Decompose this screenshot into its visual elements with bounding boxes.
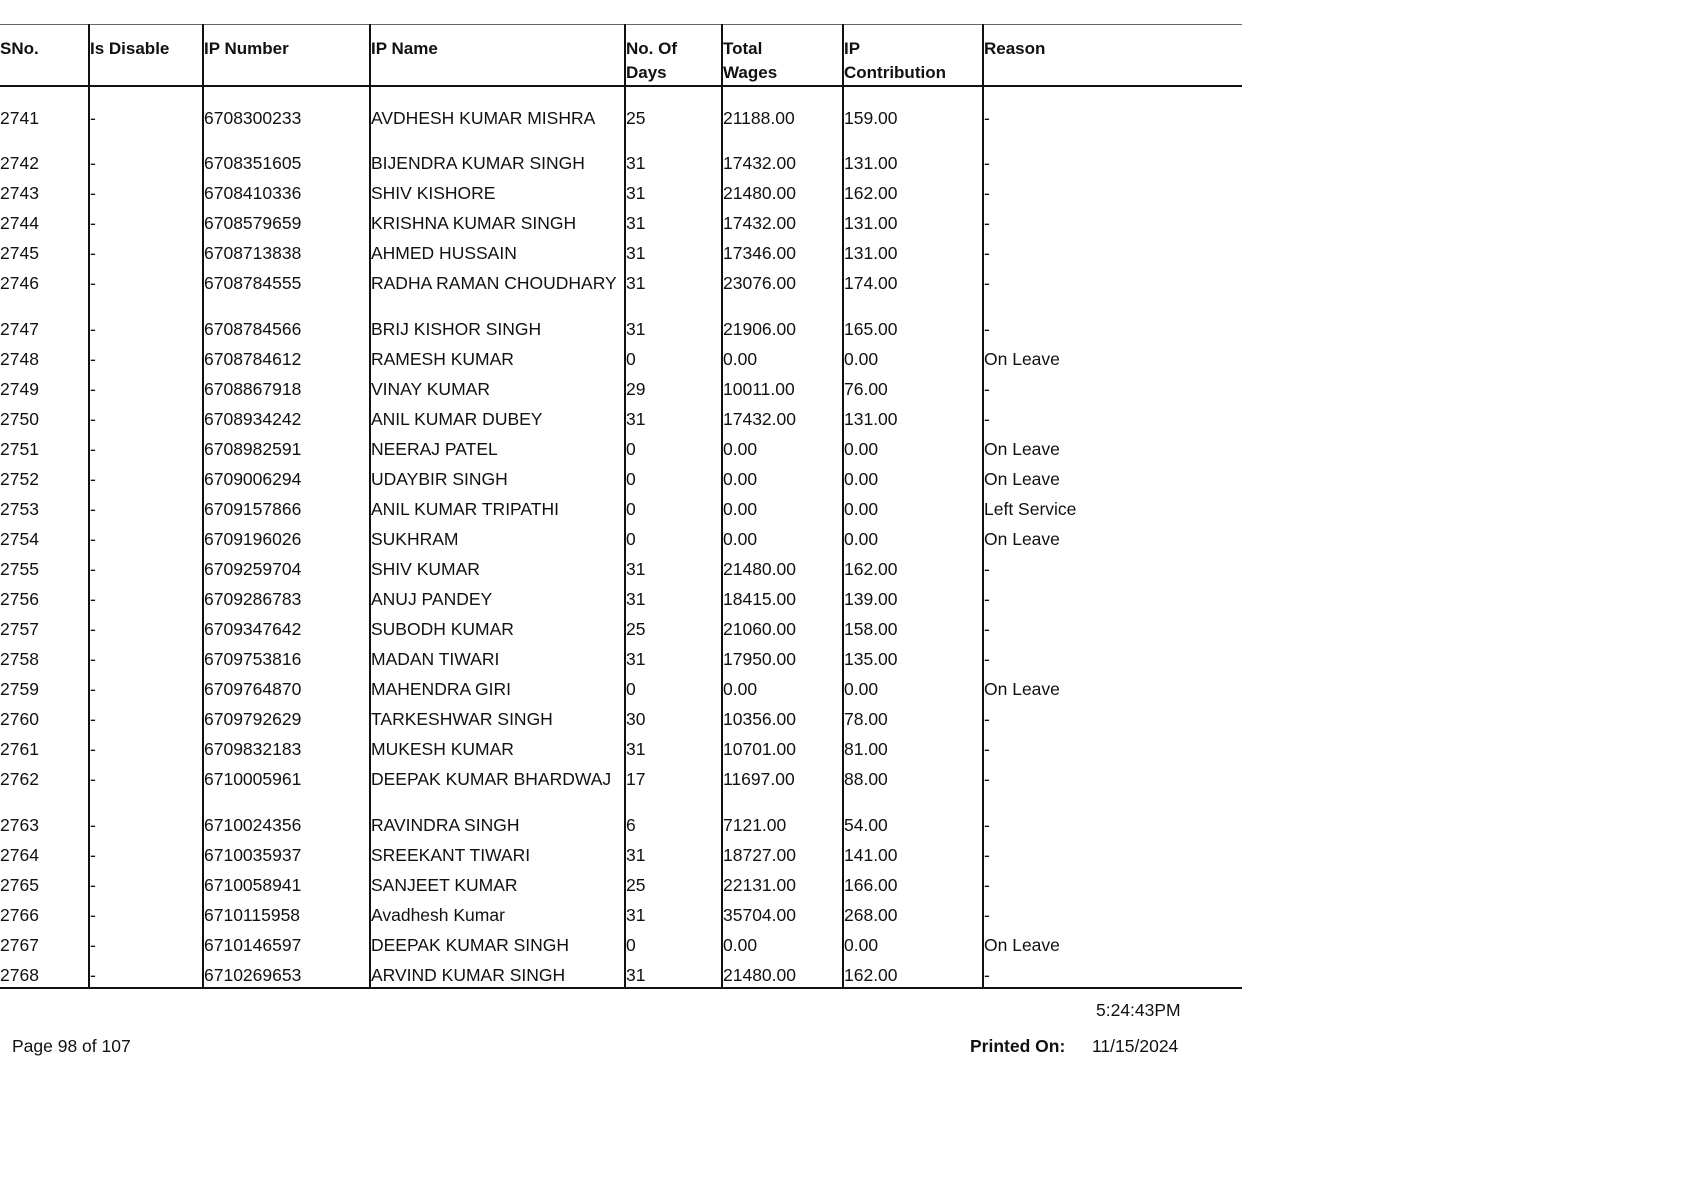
cell-total-wages: 0.00 bbox=[722, 670, 843, 700]
cell-reason: - bbox=[983, 956, 1242, 988]
cell-reason: - bbox=[984, 769, 990, 789]
table-row bbox=[0, 956, 1242, 988]
cell-no-of-days: 31 bbox=[625, 174, 722, 204]
cell-ip-number: 6710115958 bbox=[203, 896, 370, 926]
cell-ip-number: 6709792629 bbox=[203, 700, 370, 730]
header-total-wages-line1: Total bbox=[723, 39, 763, 58]
cell-ip-name: TARKESHWAR SINGH bbox=[370, 700, 625, 730]
cell-ip-contribution: 81.00 bbox=[843, 730, 983, 760]
cell-no-of-days: 0 bbox=[625, 520, 722, 550]
cell-sno: 2756 bbox=[0, 580, 89, 610]
cell-ip-name: SREEKANT TIWARI bbox=[370, 836, 625, 866]
cell-reason: - bbox=[984, 739, 990, 759]
cell-no-of-days: 0 bbox=[625, 490, 722, 520]
cell-no-of-days: 0 bbox=[625, 340, 722, 370]
cell-no-of-days: 25 bbox=[625, 86, 722, 144]
table-row bbox=[0, 520, 1242, 550]
cell-ip-contribution: 162.00 bbox=[843, 174, 983, 204]
cell-no-of-days: 31 bbox=[625, 730, 722, 760]
cell-total-wages: 0.00 bbox=[722, 520, 843, 550]
cell-ip-name: KRISHNA KUMAR SINGH bbox=[370, 204, 625, 234]
cell-ip-number: 6710035937 bbox=[203, 836, 370, 866]
cell-ip-name: RADHA RAMAN CHOUDHARY bbox=[370, 264, 625, 310]
cell-sno: 2765 bbox=[0, 866, 89, 896]
table-row bbox=[0, 264, 1242, 310]
cell-total-wages: 22131.00 bbox=[722, 866, 843, 896]
cell-reason: - bbox=[984, 183, 990, 203]
cell-reason: - bbox=[984, 319, 990, 339]
cell-reason: - bbox=[984, 213, 990, 233]
cell-ip-contribution: 165.00 bbox=[843, 310, 983, 340]
cell-total-wages: 35704.00 bbox=[722, 896, 843, 926]
cell-ip-name: MADAN TIWARI bbox=[370, 640, 625, 670]
cell-ip-number: 6710024356 bbox=[203, 806, 370, 836]
table-row bbox=[0, 234, 1242, 264]
cell-total-wages: 21480.00 bbox=[722, 550, 843, 580]
cell-no-of-days: 31 bbox=[625, 400, 722, 430]
cell-ip-number: 6708579659 bbox=[203, 204, 370, 234]
cell-no-of-days: 31 bbox=[625, 550, 722, 580]
cell-no-of-days: 31 bbox=[625, 234, 722, 264]
cell-total-wages: 0.00 bbox=[722, 430, 843, 460]
header-no-of-days-line2: Days bbox=[626, 63, 667, 82]
cell-is-disable: - bbox=[89, 806, 203, 836]
cell-total-wages: 17432.00 bbox=[722, 400, 843, 430]
cell-sno: 2747 bbox=[0, 310, 89, 340]
cell-ip-number: 6708784566 bbox=[203, 310, 370, 340]
cell-ip-contribution: 131.00 bbox=[843, 144, 983, 174]
cell-is-disable: - bbox=[89, 730, 203, 760]
cell-reason: - bbox=[984, 243, 990, 263]
cell-ip-contribution: 159.00 bbox=[843, 86, 983, 144]
cell-ip-contribution: 141.00 bbox=[843, 836, 983, 866]
cell-ip-number: 6710005961 bbox=[203, 760, 370, 806]
cell-ip-name: MUKESH KUMAR bbox=[370, 730, 625, 760]
cell-total-wages: 18727.00 bbox=[722, 836, 843, 866]
table-row bbox=[0, 866, 1242, 896]
cell-total-wages: 21188.00 bbox=[722, 86, 843, 144]
cell-reason: - bbox=[984, 619, 990, 639]
cell-ip-name: UDAYBIR SINGH bbox=[370, 460, 625, 490]
cell-sno: 2755 bbox=[0, 550, 89, 580]
cell-reason: On Leave bbox=[984, 679, 1060, 699]
cell-reason: On Leave bbox=[984, 349, 1060, 369]
cell-is-disable: - bbox=[89, 400, 203, 430]
cell-is-disable: - bbox=[89, 340, 203, 370]
cell-is-disable: - bbox=[89, 926, 203, 956]
cell-ip-contribution: 131.00 bbox=[843, 234, 983, 264]
cell-is-disable: - bbox=[89, 580, 203, 610]
header-ip-number: IP Number bbox=[203, 25, 370, 87]
cell-is-disable: - bbox=[89, 610, 203, 640]
cell-total-wages: 21480.00 bbox=[722, 956, 843, 988]
cell-ip-contribution: 0.00 bbox=[843, 670, 983, 700]
cell-no-of-days: 0 bbox=[625, 670, 722, 700]
cell-ip-number: 6709259704 bbox=[203, 550, 370, 580]
cell-reason: - bbox=[984, 905, 990, 925]
cell-sno: 2763 bbox=[0, 806, 89, 836]
cell-is-disable: - bbox=[89, 956, 203, 988]
table-row bbox=[0, 670, 1242, 700]
cell-is-disable: - bbox=[89, 204, 203, 234]
cell-ip-contribution: 0.00 bbox=[843, 490, 983, 520]
cell-no-of-days: 0 bbox=[625, 430, 722, 460]
cell-total-wages: 17432.00 bbox=[722, 204, 843, 234]
cell-ip-name: SANJEET KUMAR bbox=[370, 866, 625, 896]
cell-no-of-days: 6 bbox=[625, 806, 722, 836]
cell-is-disable: - bbox=[89, 144, 203, 174]
cell-ip-name: ANIL KUMAR DUBEY bbox=[370, 400, 625, 430]
cell-sno: 2760 bbox=[0, 700, 89, 730]
cell-sno: 2764 bbox=[0, 836, 89, 866]
cell-sno: 2757 bbox=[0, 610, 89, 640]
cell-ip-number: 6709196026 bbox=[203, 520, 370, 550]
cell-reason: On Leave bbox=[984, 935, 1060, 955]
cell-ip-contribution: 0.00 bbox=[843, 460, 983, 490]
cell-ip-name: DEEPAK KUMAR BHARDWAJ bbox=[370, 760, 625, 806]
cell-sno: 2750 bbox=[0, 400, 89, 430]
cell-ip-number: 6709832183 bbox=[203, 730, 370, 760]
cell-reason: On Leave bbox=[984, 469, 1060, 489]
header-reason: Reason bbox=[983, 25, 1242, 87]
cell-sno: 2743 bbox=[0, 174, 89, 204]
header-ip-name: IP Name bbox=[370, 25, 625, 87]
cell-reason: - bbox=[984, 409, 990, 429]
cell-no-of-days: 31 bbox=[625, 956, 722, 988]
header-ip-contribution-line1: IP bbox=[844, 39, 861, 58]
cell-is-disable: - bbox=[89, 490, 203, 520]
cell-ip-number: 6710146597 bbox=[203, 926, 370, 956]
cell-sno: 2768 bbox=[0, 956, 89, 988]
cell-ip-number: 6708300233 bbox=[203, 86, 370, 144]
header-ip-contribution bbox=[843, 25, 983, 87]
cell-ip-contribution: 135.00 bbox=[843, 640, 983, 670]
cell-ip-number: 6708867918 bbox=[203, 370, 370, 400]
cell-is-disable: - bbox=[89, 460, 203, 490]
cell-total-wages: 0.00 bbox=[722, 926, 843, 956]
cell-is-disable: - bbox=[89, 866, 203, 896]
cell-ip-name: BRIJ KISHOR SINGH bbox=[370, 310, 625, 340]
cell-reason: - bbox=[984, 108, 990, 128]
cell-no-of-days: 29 bbox=[625, 370, 722, 400]
cell-ip-number: 6709286783 bbox=[203, 580, 370, 610]
cell-ip-number: 6710058941 bbox=[203, 866, 370, 896]
cell-ip-contribution: 174.00 bbox=[843, 264, 983, 310]
cell-sno: 2752 bbox=[0, 460, 89, 490]
cell-ip-contribution: 88.00 bbox=[843, 760, 983, 806]
cell-is-disable: - bbox=[89, 174, 203, 204]
cell-sno: 2749 bbox=[0, 370, 89, 400]
cell-sno: 2759 bbox=[0, 670, 89, 700]
cell-reason: - bbox=[984, 273, 990, 293]
cell-ip-contribution: 76.00 bbox=[843, 370, 983, 400]
table-row bbox=[0, 340, 1242, 370]
cell-ip-name: ANUJ PANDEY bbox=[370, 580, 625, 610]
cell-is-disable: - bbox=[89, 760, 203, 806]
table-row bbox=[0, 86, 1242, 144]
cell-ip-contribution: 131.00 bbox=[843, 204, 983, 234]
cell-sno: 2746 bbox=[0, 264, 89, 310]
table-row bbox=[0, 610, 1242, 640]
cell-ip-name: NEERAJ PATEL bbox=[370, 430, 625, 460]
table-header-row bbox=[0, 25, 1242, 87]
cell-no-of-days: 31 bbox=[625, 204, 722, 234]
cell-ip-name: AVDHESH KUMAR MISHRA bbox=[370, 86, 625, 144]
cell-ip-name: Avadhesh Kumar bbox=[370, 896, 625, 926]
header-no-of-days bbox=[625, 25, 722, 87]
table-row bbox=[0, 926, 1242, 956]
cell-total-wages: 17346.00 bbox=[722, 234, 843, 264]
cell-total-wages: 18415.00 bbox=[722, 580, 843, 610]
cell-total-wages: 0.00 bbox=[722, 460, 843, 490]
cell-sno: 2761 bbox=[0, 730, 89, 760]
table-row bbox=[0, 460, 1242, 490]
cell-ip-contribution: 78.00 bbox=[843, 700, 983, 730]
page-indicator: Page 98 of 107 bbox=[12, 1036, 131, 1056]
cell-ip-contribution: 0.00 bbox=[843, 926, 983, 956]
cell-ip-name: VINAY KUMAR bbox=[370, 370, 625, 400]
header-total-wages bbox=[722, 25, 843, 87]
cell-sno: 2748 bbox=[0, 340, 89, 370]
cell-sno: 2753 bbox=[0, 490, 89, 520]
cell-total-wages: 21906.00 bbox=[722, 310, 843, 340]
cell-reason: - bbox=[984, 559, 990, 579]
cell-total-wages: 17432.00 bbox=[722, 144, 843, 174]
cell-sno: 2766 bbox=[0, 896, 89, 926]
cell-ip-name: SUBODH KUMAR bbox=[370, 610, 625, 640]
cell-ip-contribution: 131.00 bbox=[843, 400, 983, 430]
cell-total-wages: 21060.00 bbox=[722, 610, 843, 640]
cell-no-of-days: 25 bbox=[625, 610, 722, 640]
table-row bbox=[0, 400, 1242, 430]
cell-reason: - bbox=[984, 379, 990, 399]
header-is-disable: Is Disable bbox=[89, 25, 203, 87]
table-row bbox=[0, 550, 1242, 580]
cell-ip-number: 6709347642 bbox=[203, 610, 370, 640]
table-row bbox=[0, 730, 1242, 760]
table-row bbox=[0, 896, 1242, 926]
cell-ip-name: ARVIND KUMAR SINGH bbox=[370, 956, 625, 988]
cell-sno: 2754 bbox=[0, 520, 89, 550]
cell-total-wages: 23076.00 bbox=[722, 264, 843, 310]
cell-is-disable: - bbox=[89, 520, 203, 550]
cell-reason: - bbox=[984, 649, 990, 669]
cell-ip-number: 6709753816 bbox=[203, 640, 370, 670]
cell-ip-contribution: 0.00 bbox=[843, 340, 983, 370]
print-time: 5:24:43PM bbox=[1096, 1000, 1181, 1020]
cell-is-disable: - bbox=[89, 700, 203, 730]
cell-no-of-days: 17 bbox=[625, 760, 722, 806]
cell-ip-contribution: 268.00 bbox=[843, 896, 983, 926]
cell-no-of-days: 31 bbox=[625, 264, 722, 310]
cell-ip-number: 6708784555 bbox=[203, 264, 370, 310]
cell-total-wages: 11697.00 bbox=[722, 760, 843, 806]
cell-ip-number: 6709764870 bbox=[203, 670, 370, 700]
cell-reason: - bbox=[984, 709, 990, 729]
cell-total-wages: 10011.00 bbox=[722, 370, 843, 400]
cell-reason: - bbox=[984, 875, 990, 895]
cell-sno: 2741 bbox=[0, 86, 89, 144]
cell-ip-name: AHMED HUSSAIN bbox=[370, 234, 625, 264]
table-row bbox=[0, 370, 1242, 400]
cell-ip-contribution: 162.00 bbox=[843, 550, 983, 580]
table-row bbox=[0, 700, 1242, 730]
cell-reason: - bbox=[984, 153, 990, 173]
cell-reason: - bbox=[984, 815, 990, 835]
cell-ip-name: SHIV KISHORE bbox=[370, 174, 625, 204]
cell-reason: On Leave bbox=[984, 439, 1060, 459]
header-total-wages-line2: Wages bbox=[723, 63, 778, 82]
cell-ip-name: DEEPAK KUMAR SINGH bbox=[370, 926, 625, 956]
cell-total-wages: 7121.00 bbox=[722, 806, 843, 836]
cell-no-of-days: 31 bbox=[625, 640, 722, 670]
cell-total-wages: 21480.00 bbox=[722, 174, 843, 204]
cell-ip-number: 6710269653 bbox=[203, 956, 370, 988]
cell-is-disable: - bbox=[89, 550, 203, 580]
cell-total-wages: 0.00 bbox=[722, 490, 843, 520]
cell-sno: 2762 bbox=[0, 760, 89, 806]
cell-ip-name: SUKHRAM bbox=[370, 520, 625, 550]
cell-ip-number: 6708713838 bbox=[203, 234, 370, 264]
cell-is-disable: - bbox=[89, 310, 203, 340]
cell-ip-number: 6709157866 bbox=[203, 490, 370, 520]
table-row bbox=[0, 760, 1242, 806]
cell-sno: 2742 bbox=[0, 144, 89, 174]
cell-ip-name: RAVINDRA SINGH bbox=[370, 806, 625, 836]
cell-no-of-days: 31 bbox=[625, 896, 722, 926]
header-no-of-days-line1: No. Of bbox=[626, 39, 677, 58]
table-row bbox=[0, 580, 1242, 610]
cell-ip-contribution: 54.00 bbox=[843, 806, 983, 836]
printed-on-label: Printed On: bbox=[970, 1036, 1066, 1056]
cell-is-disable: - bbox=[89, 836, 203, 866]
cell-reason: - bbox=[984, 589, 990, 609]
cell-no-of-days: 31 bbox=[625, 144, 722, 174]
cell-no-of-days: 31 bbox=[625, 836, 722, 866]
cell-ip-name: RAMESH KUMAR bbox=[370, 340, 625, 370]
cell-is-disable: - bbox=[89, 640, 203, 670]
table-row bbox=[0, 174, 1242, 204]
cell-ip-number: 6709006294 bbox=[203, 460, 370, 490]
table-row bbox=[0, 430, 1242, 460]
cell-no-of-days: 31 bbox=[625, 580, 722, 610]
cell-is-disable: - bbox=[89, 670, 203, 700]
cell-ip-contribution: 166.00 bbox=[843, 866, 983, 896]
header-sno: SNo. bbox=[0, 25, 89, 87]
cell-ip-number: 6708934242 bbox=[203, 400, 370, 430]
table-row bbox=[0, 144, 1242, 174]
table-row bbox=[0, 490, 1242, 520]
cell-is-disable: - bbox=[89, 430, 203, 460]
cell-total-wages: 10356.00 bbox=[722, 700, 843, 730]
cell-ip-contribution: 0.00 bbox=[843, 430, 983, 460]
cell-sno: 2758 bbox=[0, 640, 89, 670]
cell-is-disable: - bbox=[89, 86, 203, 144]
table-row bbox=[0, 640, 1242, 670]
cell-no-of-days: 0 bbox=[625, 460, 722, 490]
cell-sno: 2744 bbox=[0, 204, 89, 234]
cell-is-disable: - bbox=[89, 234, 203, 264]
cell-ip-number: 6708982591 bbox=[203, 430, 370, 460]
cell-total-wages: 17950.00 bbox=[722, 640, 843, 670]
cell-total-wages: 0.00 bbox=[722, 340, 843, 370]
cell-is-disable: - bbox=[89, 264, 203, 310]
cell-is-disable: - bbox=[89, 896, 203, 926]
cell-ip-contribution: 139.00 bbox=[843, 580, 983, 610]
cell-sno: 2767 bbox=[0, 926, 89, 956]
cell-reason: - bbox=[984, 845, 990, 865]
cell-is-disable: - bbox=[89, 370, 203, 400]
cell-total-wages: 10701.00 bbox=[722, 730, 843, 760]
cell-ip-number: 6708784612 bbox=[203, 340, 370, 370]
header-ip-contribution-line2: Contribution bbox=[844, 63, 946, 82]
cell-no-of-days: 25 bbox=[625, 866, 722, 896]
cell-ip-number: 6708410336 bbox=[203, 174, 370, 204]
cell-no-of-days: 30 bbox=[625, 700, 722, 730]
cell-ip-number: 6708351605 bbox=[203, 144, 370, 174]
cell-reason: On Leave bbox=[984, 529, 1060, 549]
cell-no-of-days: 31 bbox=[625, 310, 722, 340]
cell-reason: Left Service bbox=[984, 499, 1077, 519]
table-row bbox=[0, 204, 1242, 234]
cell-sno: 2751 bbox=[0, 430, 89, 460]
cell-sno: 2745 bbox=[0, 234, 89, 264]
cell-no-of-days: 0 bbox=[625, 926, 722, 956]
print-date: 11/15/2024 bbox=[1092, 1036, 1179, 1056]
cell-ip-name: ANIL KUMAR TRIPATHI bbox=[370, 490, 625, 520]
cell-ip-name: SHIV KUMAR bbox=[370, 550, 625, 580]
cell-ip-contribution: 162.00 bbox=[843, 956, 983, 988]
table-body bbox=[0, 86, 1242, 988]
table-row bbox=[0, 806, 1242, 836]
cell-ip-name: BIJENDRA KUMAR SINGH bbox=[370, 144, 625, 174]
cell-ip-contribution: 0.00 bbox=[843, 520, 983, 550]
table-row bbox=[0, 310, 1242, 340]
contribution-table bbox=[0, 24, 1242, 989]
cell-ip-contribution: 158.00 bbox=[843, 610, 983, 640]
table-row bbox=[0, 836, 1242, 866]
cell-ip-name: MAHENDRA GIRI bbox=[370, 670, 625, 700]
